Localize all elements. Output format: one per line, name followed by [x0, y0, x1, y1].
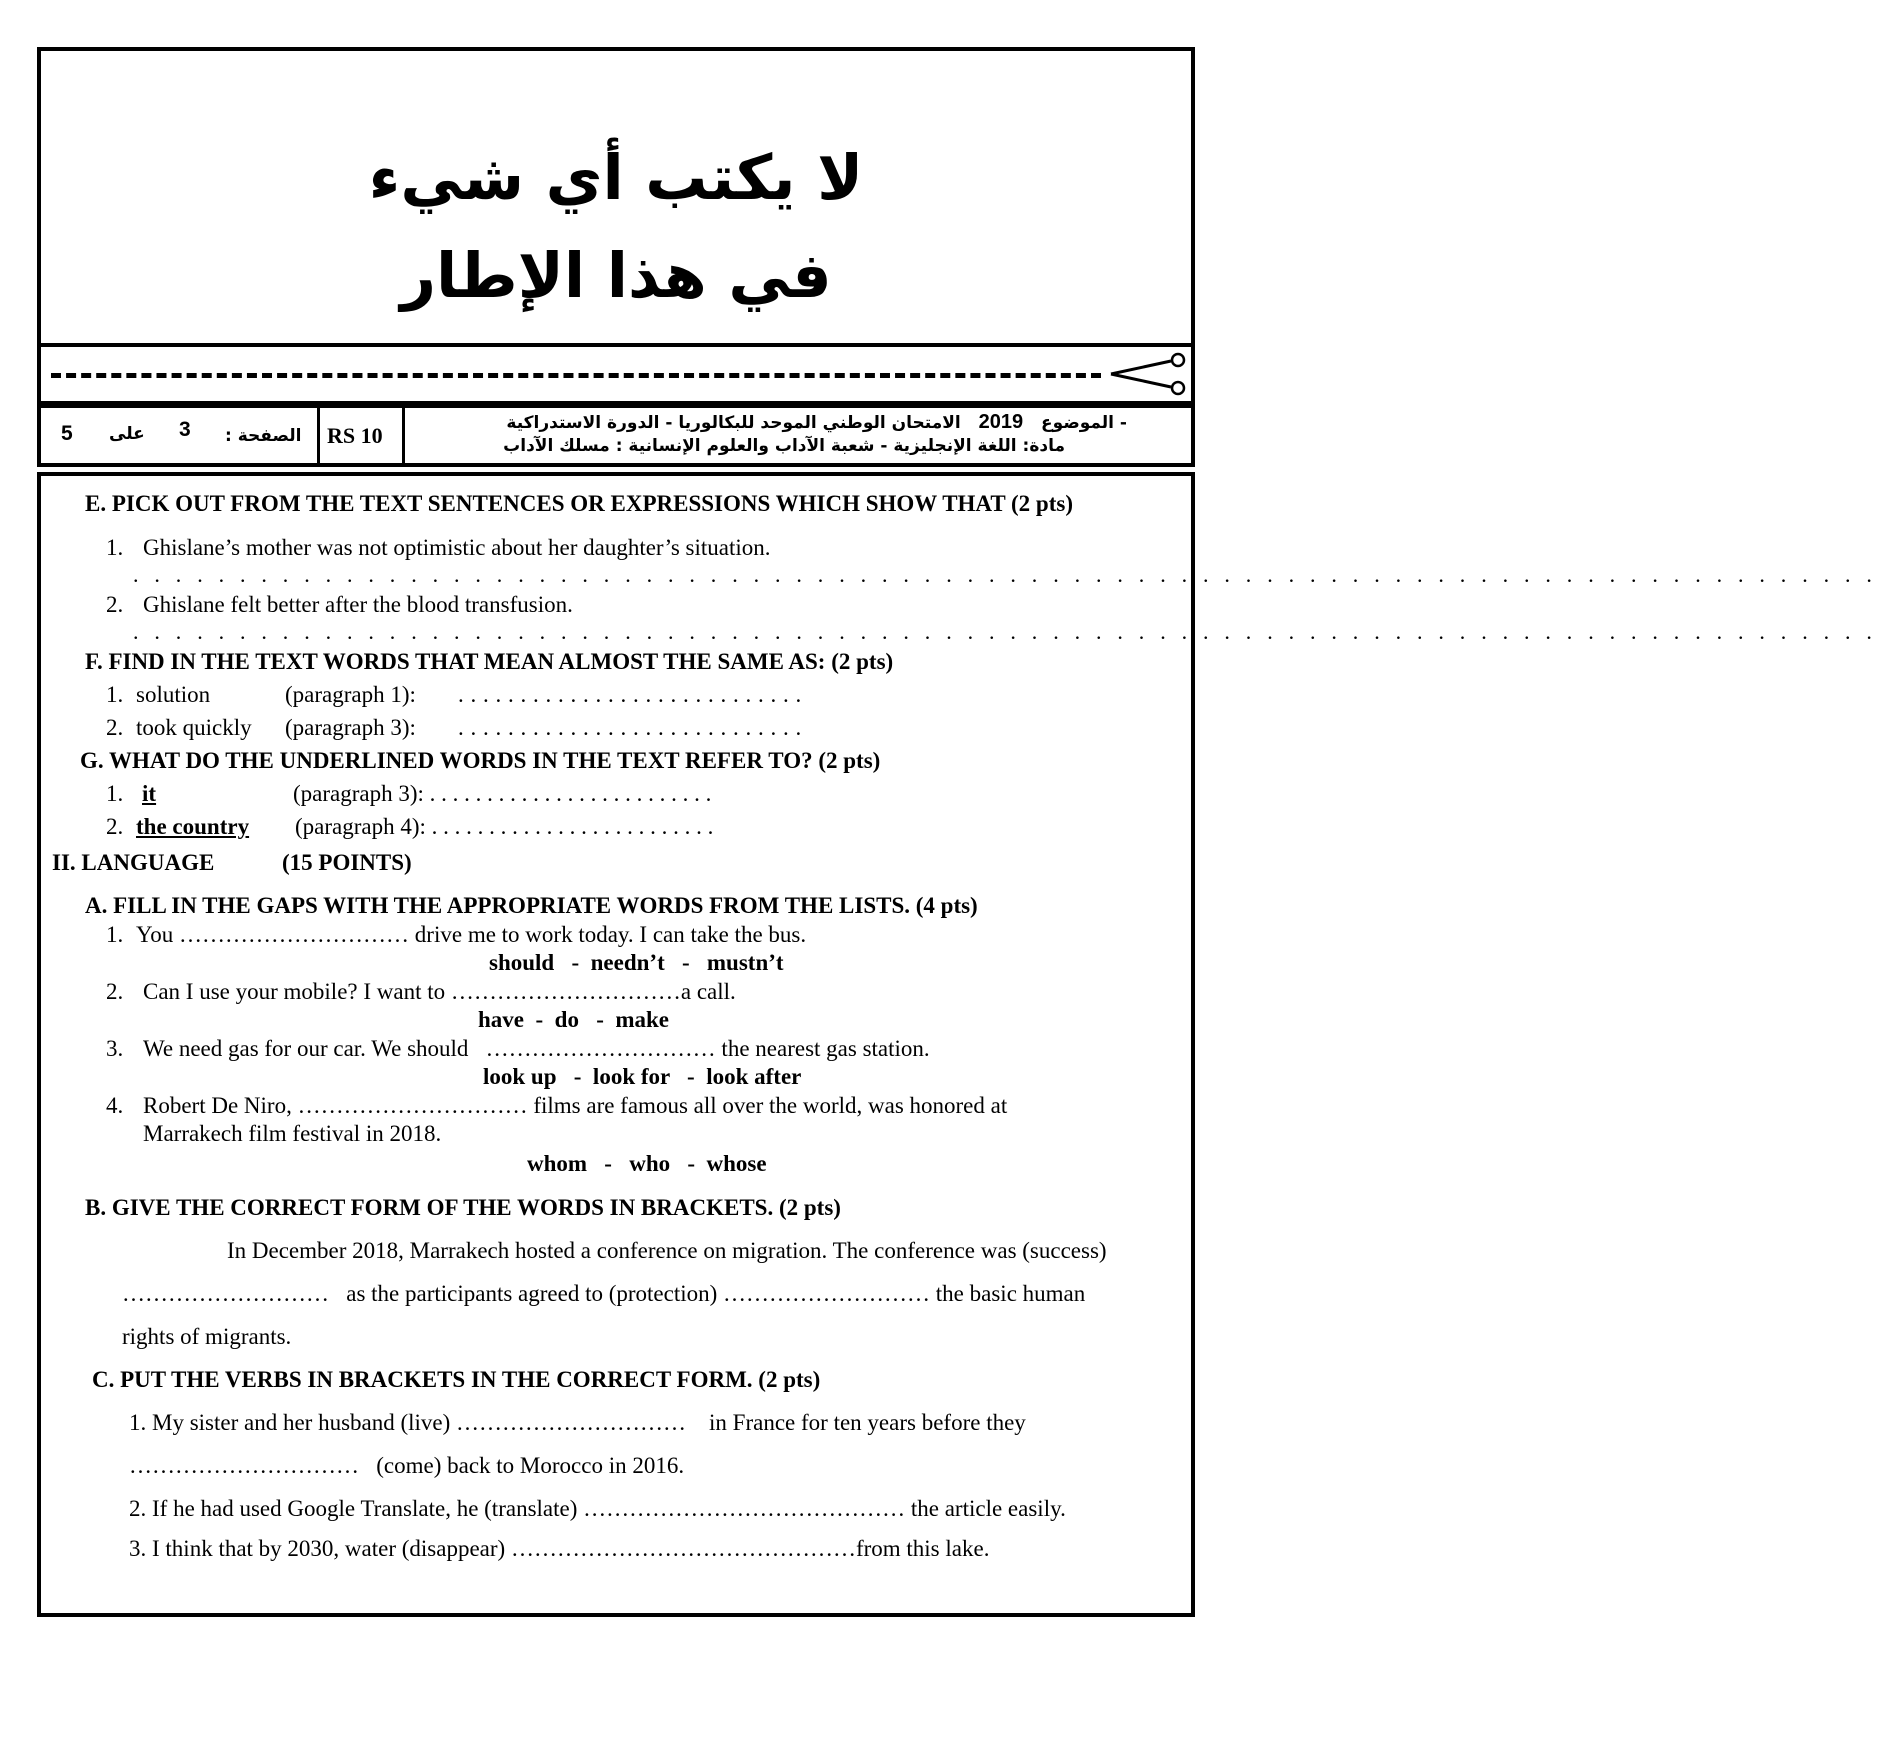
section-e-item-1-num: 1.	[106, 535, 124, 560]
exam-title-line2: مادة: اللغة الإنجليزية - شعبة الآداب والعلوم الإنسانية : مسلك الآداب	[503, 436, 1065, 456]
section-g-item-1-word: it	[142, 781, 157, 806]
section-f-item-2-num: 2.	[106, 715, 124, 740]
section-f-item-1-blank: . . . . . . . . . . . . . . . . . . . . . . . . . . . .	[458, 682, 802, 707]
section-g-item-2-num: 2.	[106, 814, 124, 839]
subject-word: - الموضوع	[1041, 413, 1127, 433]
exam-session: الامتحان الوطني الموحد للبكالوريا - الدورة الاستدراكية	[506, 413, 961, 433]
section-e-item-2-num: 2.	[106, 592, 124, 617]
section-g-title: G. WHAT DO THE UNDERLINED WORDS IN THE TEXT REFER TO? (2 pts)	[80, 748, 881, 773]
language-points: (15 POINTS)	[282, 850, 412, 875]
section-a-item-1-num: 1.	[106, 922, 124, 947]
section-g-item-2-word: the country	[136, 814, 250, 839]
section-c-title: C. PUT THE VERBS IN BRACKETS IN THE CORRECT FORM. (2 pts)	[92, 1367, 821, 1392]
section-f-item-1-num: 1.	[106, 682, 124, 707]
section-a-item-2: Can I use your mobile? I want to …………………………a call.	[143, 979, 736, 1004]
dashed-line	[51, 373, 1101, 378]
language-title: II. LANGUAGE	[52, 850, 215, 875]
section-c-line-3: 2. If he had used Google Translate, he (translate) …………………………………… the article easily.	[129, 1496, 1066, 1521]
section-b-line-2: ……………………… as the participants agreed to (protection) ……………………… the basic human	[122, 1281, 1086, 1306]
section-b-line-1: In December 2018, Marrakech hosted a conference on migration. The conference was (success)	[227, 1238, 1107, 1263]
exam-title-cell	[402, 408, 1191, 463]
section-a-item-4-num: 4.	[106, 1093, 124, 1118]
section-f-item-2-word: took quickly	[136, 715, 252, 740]
page-number-cell	[41, 408, 320, 463]
scissors-icon	[1109, 353, 1189, 395]
section-a-item-1: You ………………………… drive me to work today. I can take the bus.	[136, 922, 807, 947]
section-c-line-4: 3. I think that by 2030, water (disappear) ………………………………………from this lake.	[129, 1536, 990, 1561]
section-f-item-1-ref: (paragraph 1):	[285, 682, 416, 707]
section-a-item-4-line2: Marrakech film festival in 2018.	[143, 1121, 442, 1146]
page-label: الصفحة :	[225, 426, 302, 446]
code-cell	[317, 408, 405, 463]
section-f-item-2-ref: (paragraph 3):	[285, 715, 416, 740]
section-g-item-2-ref: (paragraph 4): . . . . . . . . . . . . . . . . . . . . . . . . .	[295, 814, 714, 839]
answer-line: . . . . . . . . . . . . . . . . . . . . . . . . . . . . . . . . . . . . . . . . . . . . . . . . . . . . . . . . . . . . . . . . . . . . . . . . . . . . . . . . . .	[133, 562, 1877, 587]
section-g-item-1-num: 1.	[106, 781, 124, 806]
section-a-title: A. FILL IN THE GAPS WITH THE APPROPRIATE WORDS FROM THE LISTS. (4 pts)	[85, 893, 978, 918]
exam-title-line1	[506, 411, 1127, 434]
section-a-item-1-options: should - needn’t - mustn’t	[489, 950, 784, 975]
page-total: 5	[61, 422, 73, 445]
do-not-write-box	[37, 47, 1195, 347]
section-a-item-3-num: 3.	[106, 1036, 124, 1061]
of-label: على	[109, 424, 145, 444]
section-a-item-4: Robert De Niro, ………………………… films are famous all over the world, was honored at	[143, 1093, 1008, 1118]
exam-year: 2019	[978, 411, 1024, 433]
section-f-item-1-word: solution	[136, 682, 211, 707]
section-e-item-1: Ghislane’s mother was not optimistic about her daughter’s situation.	[143, 535, 771, 560]
notice-line-1: لا يكتب أي شيء	[368, 141, 864, 214]
section-a-item-3: We need gas for our car. We should ………………………… the nearest gas station.	[143, 1036, 930, 1061]
section-f-item-2-blank: . . . . . . . . . . . . . . . . . . . . . . . . . . . .	[458, 715, 802, 740]
section-a-item-4-options: whom - who - whose	[527, 1151, 767, 1176]
section-c-line-2: ………………………… (come) back to Morocco in 2016.	[129, 1453, 685, 1478]
section-c-line-1: 1. My sister and her husband (live) ………………………… in France for ten years before they	[129, 1410, 1026, 1435]
section-a-item-2-num: 2.	[106, 979, 124, 1004]
exam-code: RS 10	[327, 423, 383, 448]
notice-line-2: في هذا الإطار	[400, 239, 832, 312]
section-a-item-2-options: have - do - make	[478, 1007, 670, 1032]
section-a-item-3-options: look up - look for - look after	[483, 1064, 802, 1089]
page-num: 3	[179, 418, 191, 441]
section-g-item-1-ref: (paragraph 3): . . . . . . . . . . . . . . . . . . . . . . . . .	[293, 781, 712, 806]
cut-line	[37, 347, 1195, 405]
section-b-title: B. GIVE THE CORRECT FORM OF THE WORDS IN BRACKETS. (2 pts)	[85, 1195, 841, 1220]
section-b-line-3: rights of migrants.	[122, 1324, 292, 1349]
exam-header	[37, 405, 1195, 467]
answer-line: . . . . . . . . . . . . . . . . . . . . . . . . . . . . . . . . . . . . . . . . . . . . . . . . . . . . . . . . . . . . . . . . . . . . . . . . . . . . . . . . . .	[133, 619, 1877, 644]
section-e-item-2: Ghislane felt better after the blood transfusion.	[143, 592, 573, 617]
section-e-title: E. PICK OUT FROM THE TEXT SENTENCES OR EXPRESSIONS WHICH SHOW THAT (2 pts)	[85, 491, 1073, 516]
section-f-title: F. FIND IN THE TEXT WORDS THAT MEAN ALMOST THE SAME AS: (2 pts)	[85, 649, 894, 674]
